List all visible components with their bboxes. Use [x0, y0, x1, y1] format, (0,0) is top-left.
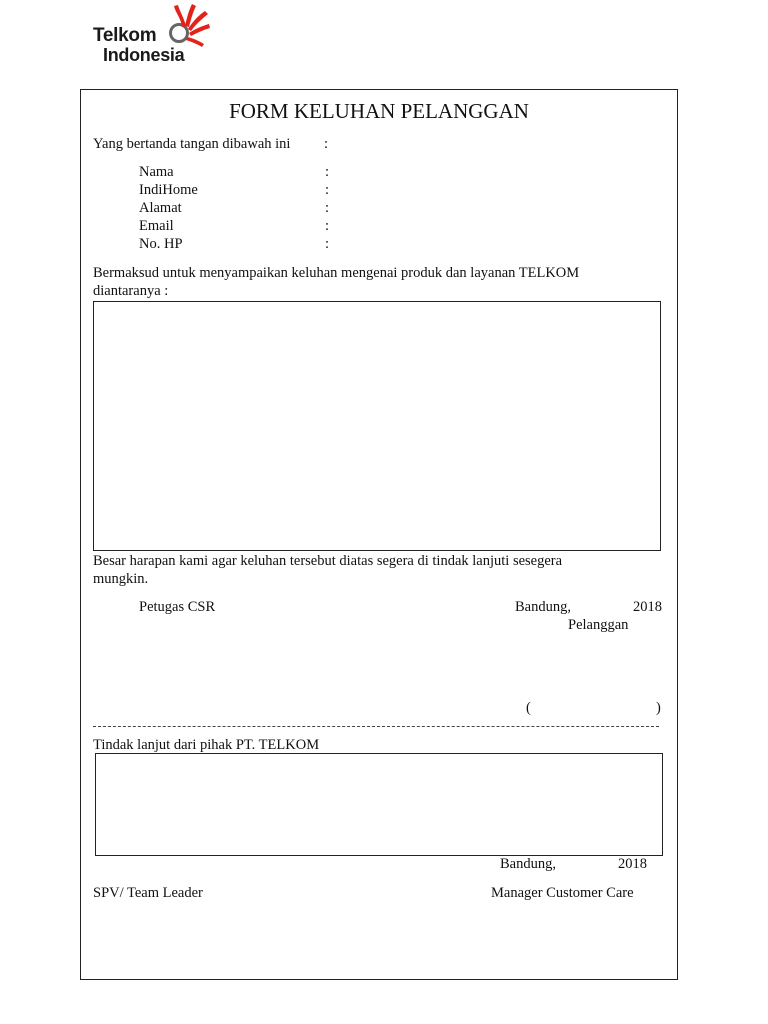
- complaint-text-line-1: Bermaksud untuk menyampaikan keluhan mengenai produk dan layanan TELKOM: [93, 265, 580, 281]
- field-colon: :: [325, 218, 330, 234]
- field-colon: :: [325, 164, 330, 180]
- signature-paren-open: (: [526, 700, 531, 716]
- spv-label: SPV/ Team Leader: [93, 885, 203, 901]
- manager-label: Manager Customer Care: [491, 885, 634, 901]
- field-label-nama: Nama: [139, 164, 174, 180]
- year-label: 2018: [633, 599, 662, 615]
- intro-text: Yang bertanda tangan dibawah ini: [93, 136, 291, 152]
- field-label-email: Email: [139, 218, 174, 234]
- field-label-no-hp: No. HP: [139, 236, 183, 252]
- logo-line-2: Indonesia: [103, 45, 185, 65]
- customer-label: Pelanggan: [568, 617, 629, 633]
- hope-text-line-2: mungkin.: [93, 571, 149, 587]
- telkom-logo: [90, 2, 220, 66]
- logo-line-1: Telkom: [93, 25, 157, 46]
- dashed-separator: [93, 726, 659, 727]
- officer-label: Petugas CSR: [139, 599, 216, 615]
- form-title: FORM KELUHAN PELANGGAN: [229, 99, 529, 123]
- telkom-hand-icon: [162, 2, 214, 48]
- followup-box[interactable]: [95, 753, 663, 856]
- signature-paren-close: ): [656, 700, 661, 716]
- complaint-text-line-2: diantaranya :: [93, 283, 169, 299]
- complaint-box[interactable]: [93, 301, 661, 551]
- intro-colon: :: [324, 136, 329, 152]
- city-label: Bandung,: [515, 599, 571, 615]
- city-label-2: Bandung,: [500, 856, 556, 872]
- year-label-2: 2018: [618, 856, 647, 872]
- field-colon: :: [325, 200, 330, 216]
- field-label-indihome: IndiHome: [139, 182, 198, 198]
- field-colon: :: [325, 236, 330, 252]
- hope-text-line-1: Besar harapan kami agar keluhan tersebut diatas segera di tindak lanjuti sesegera: [93, 553, 563, 569]
- field-label-alamat: Alamat: [139, 200, 182, 216]
- field-colon: :: [325, 182, 330, 198]
- followup-label: Tindak lanjut dari pihak PT. TELKOM: [93, 737, 320, 753]
